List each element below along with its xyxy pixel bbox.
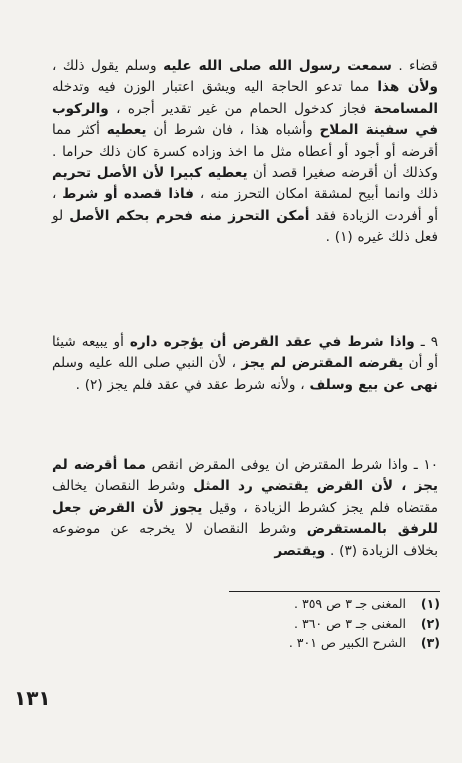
bold-text-run: ولأن هذا <box>377 79 438 96</box>
text-run: وشرط النقصان لا يخرجه عن موضوعه بخلاف الزيادة (٣) . <box>52 521 438 559</box>
bold-text-run: واذا شرط في عقد القرض أن يؤجره داره <box>129 334 415 350</box>
bold-text-run: يقرضه المقترض لم يجز <box>241 355 404 372</box>
bold-text-run: يجوز لأن القرض جعل للرفق بالمستقرض <box>52 499 438 538</box>
footnote-3 <box>200 633 440 653</box>
footnote-text: الشرح الكبير ص ٣٠١ . <box>288 635 406 650</box>
text-run: وأشباه هذا ، فان شرط أن <box>146 122 320 139</box>
paragraph-2 <box>52 332 438 396</box>
text-run: ٩ ـ <box>414 334 439 350</box>
footnote-number: (٣) <box>420 635 440 650</box>
text-run: مما تدعو الحاجة اليه ويشق اعتبار الوزن فيه وتدخله <box>52 79 378 96</box>
paragraph-text <box>52 455 438 562</box>
paragraph-text <box>52 332 438 396</box>
text-run: ، أو أفردت الزيادة فقد <box>52 186 438 224</box>
paragraph-1 <box>52 56 438 249</box>
footnote-text: المغنى جـ ٣ ص ٣٦٠ . <box>294 615 406 631</box>
paragraph-text <box>52 56 438 249</box>
bold-text-run: سمعت رسول الله صلى الله عليه <box>163 58 392 74</box>
text-run: ١٠ ـ واذا شرط المقترض ان يوفى المقرض انقص <box>145 457 438 473</box>
bold-text-run: والركوب في سفينة الملاح <box>52 100 438 139</box>
footnote-separator <box>229 591 440 592</box>
text-run: وسلم يقول ذلك ، <box>52 58 164 74</box>
text-run: قضاء . <box>391 58 438 74</box>
footnote-number: (١) <box>420 596 440 611</box>
text-run: ذلك وانما أبيح لمشقة امكان التحرز منه ، <box>193 186 438 203</box>
text-run: أو يبيعه شيئا أو أن <box>52 334 438 372</box>
bold-text-run: مما أقرضه لم يجز ، لأن القرض يقتضي رد المثل <box>52 457 438 495</box>
text-run: وشرط النقصان يخالف مقتضاه فلم يجز كشرط الزيادة ، وقيل <box>52 478 438 516</box>
footnote-number: (٢) <box>420 615 440 631</box>
text-run: أكثر مما أقرضه أو أجود أو أعطاه مثل ما اخذ وزاده كسرة كان ذلك حراما . وكذلك أن أقرضه صغيرا قصد أن <box>52 122 438 182</box>
bold-text-run: يعطيه كبيرا لأن الأصل تحريم <box>52 165 248 182</box>
footnote-1 <box>200 594 440 614</box>
bold-text-run: ويقتصر <box>274 542 326 559</box>
text-run: ، ولأنه شرط عقد في عقد فلم يجز (٢) . <box>75 376 310 393</box>
page-number: ١٣١ <box>14 686 51 710</box>
bold-text-run: المسامحة <box>373 100 438 117</box>
bold-text-run: يعطيه <box>106 122 147 139</box>
footnotes <box>200 594 440 653</box>
footnote-text: المغنى جـ ٣ ص ٣٥٩ . <box>294 596 406 611</box>
text-run: ، لأن النبي صلى الله عليه وسلم <box>52 355 242 372</box>
bold-text-run: أمكن التحرز منه فحرم بحكم الأصل <box>69 207 310 224</box>
bold-text-run: نهى عن بيع وسلف <box>309 376 438 393</box>
bold-text-run: فاذا قصده أو شرط <box>62 186 194 203</box>
text-run: لو فعل ذلك غيره (١) . <box>52 207 438 246</box>
paragraph-3 <box>52 455 438 562</box>
footnote-2 <box>200 614 440 634</box>
text-run: فجاز كدخول الحمام من غير تقدير أجره ، <box>108 100 374 117</box>
